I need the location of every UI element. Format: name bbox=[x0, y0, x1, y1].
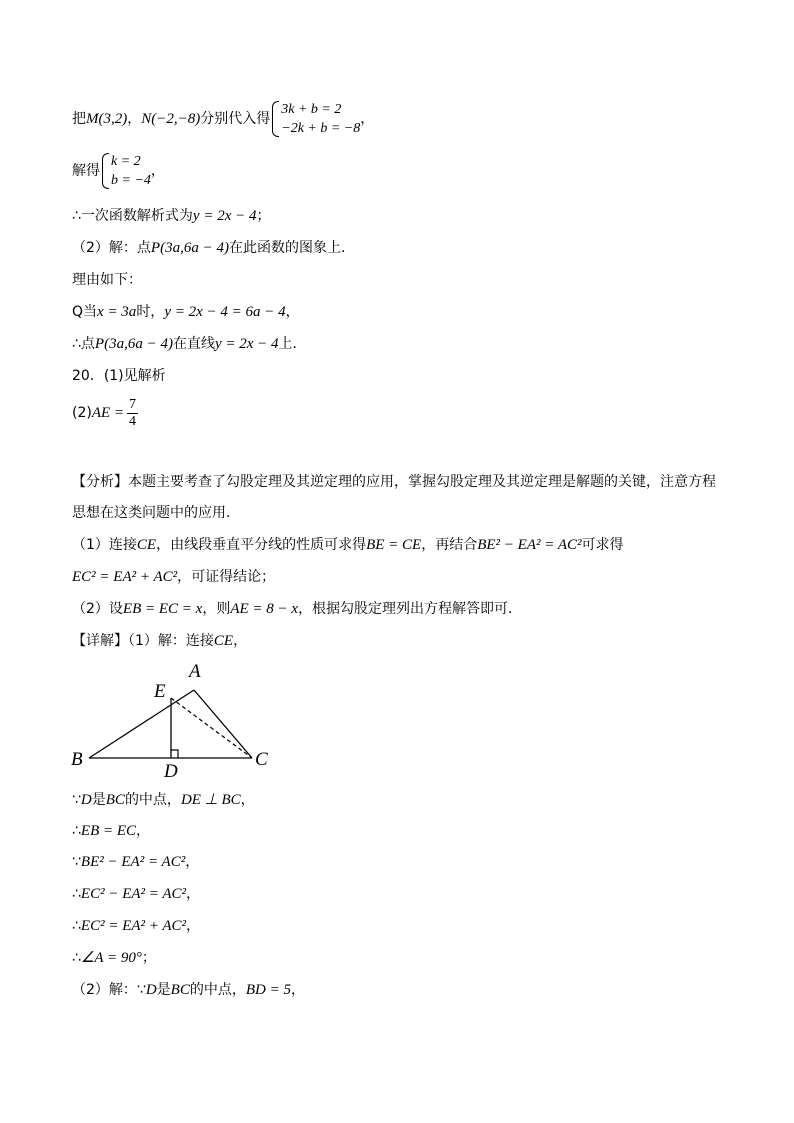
text: 的中点， bbox=[189, 982, 246, 998]
text: ， bbox=[290, 982, 305, 998]
text: （2）解：∵ bbox=[72, 982, 146, 998]
text: 在直线 bbox=[172, 336, 215, 352]
math: DE ⊥ BC bbox=[180, 792, 241, 808]
equation-row: k = 2 bbox=[111, 154, 141, 169]
text: ，根据勾股定理列出方程解答即可． bbox=[298, 601, 523, 617]
text: ∴ bbox=[72, 950, 81, 966]
analysis-line bbox=[72, 535, 624, 555]
text: 在此函数的图象上． bbox=[228, 240, 355, 256]
triangle-figure bbox=[68, 656, 278, 782]
math: EB = EC = x bbox=[122, 601, 203, 617]
equation-row: b = −4 bbox=[111, 173, 151, 188]
detail-line bbox=[72, 852, 199, 872]
math: x = 3a bbox=[97, 304, 137, 320]
solution-line bbox=[72, 238, 355, 258]
math: EC² − EA² = AC² bbox=[80, 886, 187, 902]
text: ， bbox=[136, 823, 151, 839]
math: BC bbox=[170, 982, 190, 998]
detail-line bbox=[72, 948, 156, 968]
text: ，由线段垂直平分线的性质可求得 bbox=[156, 537, 367, 553]
math-point-m: M(3,2) bbox=[86, 111, 128, 127]
text: 把 bbox=[72, 111, 86, 127]
text: ∵ bbox=[72, 792, 81, 808]
detail-line bbox=[72, 790, 255, 810]
math: BC bbox=[105, 792, 125, 808]
text: ，则 bbox=[202, 601, 231, 617]
math: BE = CE bbox=[366, 537, 422, 553]
math: CE bbox=[213, 633, 234, 649]
math: D bbox=[80, 792, 92, 808]
label-c: C bbox=[255, 749, 268, 770]
text: 理由如下： bbox=[72, 272, 142, 288]
math: EC² = EA² + AC² bbox=[80, 918, 187, 934]
text: 是 bbox=[156, 982, 171, 998]
text: ∴ bbox=[72, 886, 81, 902]
text: ， bbox=[360, 111, 375, 127]
segment-ba bbox=[89, 690, 194, 758]
solution-line bbox=[72, 302, 300, 322]
math: EB = EC bbox=[80, 823, 137, 839]
label-e: E bbox=[154, 681, 166, 702]
detail-line bbox=[72, 631, 247, 651]
text: ∴ bbox=[72, 823, 81, 839]
analysis-line bbox=[72, 503, 240, 523]
equation-system bbox=[272, 100, 360, 138]
text: 是 bbox=[91, 792, 106, 808]
text: 的中点， bbox=[124, 792, 181, 808]
text: （1）连接 bbox=[72, 537, 137, 553]
equation-row: 3k + b = 2 bbox=[281, 102, 342, 117]
fraction bbox=[127, 397, 138, 430]
text: 解得 bbox=[72, 163, 100, 179]
text: 【分析】本题主要考查了勾股定理及其逆定理的应用，掌握勾股定理及其逆定理是解题的关键，注意方程 bbox=[72, 474, 716, 490]
solution-line bbox=[72, 334, 307, 354]
text: ， bbox=[186, 918, 201, 934]
text: ， bbox=[285, 304, 300, 320]
solution-line-solve bbox=[72, 152, 165, 190]
math: AE = 8 − x bbox=[230, 601, 299, 617]
analysis-line bbox=[72, 472, 716, 492]
text: ， bbox=[233, 633, 248, 649]
math: y = 2x − 4 bbox=[192, 208, 257, 224]
math: P(3a,6a − 4) bbox=[150, 240, 229, 256]
answer-line bbox=[72, 396, 138, 430]
text: （2）设 bbox=[72, 601, 123, 617]
text: 时， bbox=[136, 304, 165, 320]
detail-line bbox=[72, 821, 150, 841]
text: Q当 bbox=[72, 304, 98, 320]
text: ∵ bbox=[72, 854, 81, 870]
math: AE = bbox=[91, 405, 125, 421]
text: 可求得 bbox=[581, 537, 624, 553]
solution-line bbox=[72, 206, 270, 226]
text: ； bbox=[141, 950, 156, 966]
solution-line-substitute bbox=[72, 100, 374, 138]
text: 上． bbox=[278, 336, 307, 352]
text: ，再结合 bbox=[421, 537, 478, 553]
segment-ac bbox=[194, 690, 252, 758]
text: ，可证得结论； bbox=[177, 569, 276, 585]
label-b: B bbox=[71, 749, 83, 770]
label-a: A bbox=[189, 661, 201, 682]
text: （2）解：点 bbox=[72, 240, 151, 256]
text: ∴一次函数解析式为 bbox=[72, 208, 193, 224]
equation-row: −2k + b = −8 bbox=[281, 121, 361, 136]
fraction-denominator: 4 bbox=[129, 413, 137, 429]
text: ， bbox=[186, 886, 201, 902]
math-point-n: N(−2,−8) bbox=[141, 111, 201, 127]
text: ， bbox=[240, 792, 255, 808]
text: 20．(1)见解析 bbox=[72, 368, 166, 384]
math: CE bbox=[136, 537, 157, 553]
math: ∠A = 90° bbox=[80, 950, 142, 966]
math: y = 2x − 4 = 6a − 4 bbox=[164, 304, 286, 320]
solution-line bbox=[72, 270, 142, 290]
fraction-numerator: 7 bbox=[129, 396, 137, 412]
text: 【详解】（1）解：连接 bbox=[72, 633, 214, 649]
text: ∴点 bbox=[72, 336, 95, 352]
detail-line bbox=[72, 884, 200, 904]
answer-line bbox=[72, 366, 166, 386]
text: (2) bbox=[72, 405, 92, 421]
text: ， bbox=[185, 854, 200, 870]
segment-ce-dashed bbox=[171, 698, 252, 758]
math: P(3a,6a − 4) bbox=[94, 336, 173, 352]
math: D bbox=[145, 982, 157, 998]
detail-line bbox=[72, 980, 305, 1000]
equation-system bbox=[102, 152, 151, 190]
text: ， bbox=[127, 111, 142, 127]
detail-line bbox=[72, 916, 200, 936]
text: 分别代入得 bbox=[200, 111, 271, 127]
analysis-line bbox=[72, 599, 522, 619]
text: ， bbox=[150, 163, 165, 179]
math: BE² − EA² = AC² bbox=[80, 854, 186, 870]
math: y = 2x − 4 bbox=[214, 336, 279, 352]
right-angle-mark bbox=[171, 750, 178, 758]
text: ； bbox=[256, 208, 271, 224]
analysis-line bbox=[72, 567, 275, 587]
label-d: D bbox=[164, 761, 178, 782]
math: BD = 5 bbox=[245, 982, 291, 998]
text: ∴ bbox=[72, 918, 81, 934]
math: BE² − EA² = AC² bbox=[477, 537, 582, 553]
math: EC² = EA² + AC² bbox=[72, 569, 178, 585]
text: 思想在这类问题中的应用． bbox=[72, 505, 240, 521]
